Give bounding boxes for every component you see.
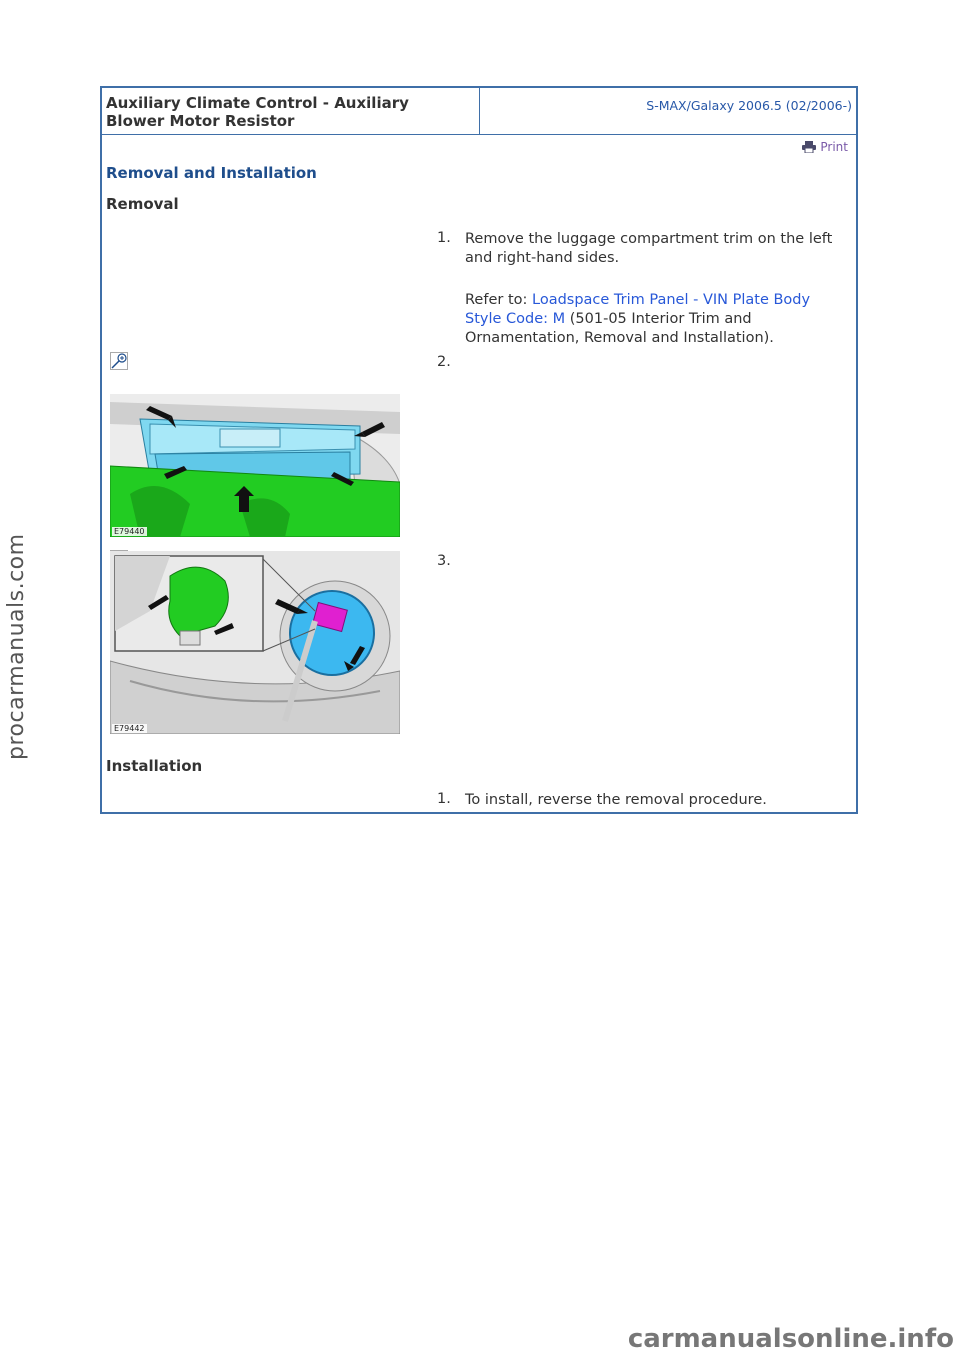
document-header [102, 88, 856, 135]
step-text: To install, reverse the removal procedure. [465, 792, 767, 808]
step-number: 3. [437, 553, 451, 569]
step-text: Remove the luggage compartment trim on the left and right-hand sides. [465, 231, 833, 266]
section-title: Removal and Installation [106, 164, 317, 182]
vehicle-model: S-MAX/Galaxy 2006.5 (02/2006-) [646, 98, 852, 113]
page-title [102, 88, 480, 134]
installation-heading: Installation [106, 757, 203, 775]
refer-prefix: Refer to: [465, 292, 532, 308]
figure-code: E79440 [114, 527, 145, 536]
blower-housing-illustration [110, 394, 400, 537]
figure-code: E79442 [114, 724, 145, 733]
step-number: 2. [437, 354, 451, 370]
refer-suffix: (501-05 Interior Trim and Ornamentation, Removal and Installation). [465, 311, 774, 346]
bottom-watermark: carmanualsonline.info [627, 1324, 954, 1354]
procedure-document [100, 86, 858, 814]
print-label: Print [820, 140, 848, 154]
printer-icon [802, 141, 816, 153]
step-number: 1. [437, 230, 451, 246]
resistor-location-illustration [110, 551, 400, 734]
print-button[interactable] [802, 140, 848, 154]
side-watermark-text: procarmanuals.com [4, 533, 29, 760]
title-line-2: Blower Motor Resistor [106, 112, 295, 130]
step-number: 1. [437, 791, 451, 807]
loadspace-trim-link[interactable]: Loadspace Trim Panel - VIN Plate Body Style Code: M [465, 292, 811, 327]
zoom-icon[interactable] [110, 352, 128, 370]
refer-to-text [465, 291, 850, 348]
title-line-1: Auxiliary Climate Control - Auxiliary [106, 94, 409, 112]
removal-heading: Removal [106, 195, 179, 213]
